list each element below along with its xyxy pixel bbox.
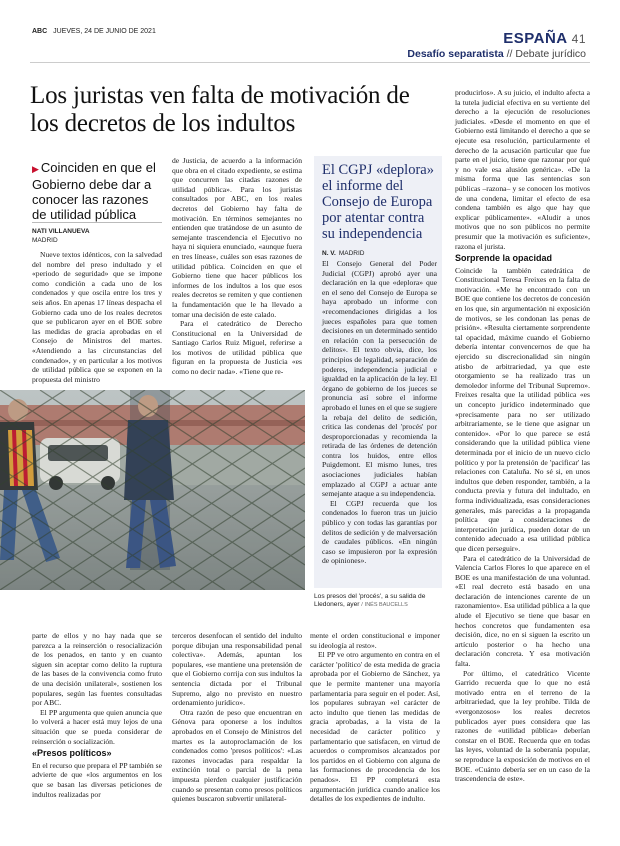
section-subheading: Sorprende la opacidad — [455, 253, 553, 264]
paragraph: Para el catedrático de la Universidad de Valencia Carlos Flores lo que aparece en el BOE es una manifestación de una voluntad. «El real decreto está basado en una declaración de intenciones carente de un razonamiento». Esa utilidad pública a la que alude el Ejecutivo se tiene que basar en hechos concretos que fundamenten esa decisión, dice, no en si siguen la escrito un artículo posterior o ha hecho una declaración concreta. Y esa motivación falta. — [455, 553, 590, 669]
section-subheading: «Presos políticos» — [32, 748, 112, 759]
sidebar-author-place: MADRID — [338, 250, 365, 257]
paragraph: terceros desenfocan el sentido del indulto porque dibujan una responsabilidad penal colectiva». Además, apuntan los populares, «se mantiene una pretensión de que el Gobierno corrija con sus indultos la sentencia dictada por el Tribunal Supremo, algo no previsto en nuestro ordenamiento jurídico». — [172, 631, 302, 708]
topic-main: Desafío separatista — [407, 48, 504, 60]
article-column-2-lower — [172, 631, 302, 804]
topic-sub: Debate jurídico — [515, 48, 586, 60]
article-column-1 — [32, 250, 162, 384]
page-header-left — [32, 28, 156, 35]
header-rule — [30, 62, 590, 63]
publication-date: JUEVES, 24 DE JUNIO DE 2021 — [53, 28, 156, 35]
paragraph: El PP ve otro argumento en contra en el carácter 'político' de esta medida de gracia aprobada por el Gobierno de Sánchez, ya que le permite mantener una mayoría parlamentaria para seguir en el poder. Así, los populares subrayan «el carácter de acto indulto que tienen las medidas de gracia aprobadas, a la vista de la necesidad de carácter político y parlamentario que satisfacen, en virtud de acuerdos o compromisos alcanzados por los partidos en el Gobierno con alguna de las formaciones de procedencia de los penados». El PP completará esta argumentación jurídica cuando analice los detalles de los expedientes de indulto. — [310, 650, 440, 804]
sidebar-body — [322, 259, 437, 566]
paragraph: parte de ellos y no hay nada que se parezca a la reinserción o resocialización de los penados, en tanto y en cuanto siguen sin aceptar como delito la ruptura de las bases de la convivencia como fruto de una decisión unilateral», sostienen los populares, según las fuentes consultadas por ABC. — [32, 631, 162, 708]
paragraph: Coincide la también catedrática de Constitucional Teresa Freixes en la falta de motivación. «Me he encontrado con un BOE que contiene los decretos de concesión en los que, sin argumentación ni exposición de motivos, se les condonan las penas de prisión». «Resulta ciertamente sorprendente tal opacidad, máxime cuando el Gobierno debería intentar convencernos de que ha ejercido su discrecionalidad sin ningún atisbo de arbitrariedad, ya que este otorgamiento se ha realizado tras un demoledor informe del Tribunal Supremo». Freixes resalta que la utilidad pública «es un concepto jurídico indeterminado que «precisamente para no ser utilizado arbitrariamente, se le tiene que asignar un contenido». «Por lo que parece se está considerando que la utilidad pública viene determinada por el inicio de un nuevo ciclo político y por la pretensión de 'pacificar' las relaciones con Cataluña. No sé si, en unos indultos que deben responder, también, a la conducta previa y futura del indultado, en forma individualizada, esas consideraciones generales, más parecidas a la propaganda política que a consideraciones de interpretación jurídica, pueden dotar de un contenido adecuado a esa utilidad pública que dicen perseguir». — [455, 265, 590, 553]
paragraph: Por último, el catedrático Vicente Garrido recuerda que lo que no está motivado entra en el terreno de la arbitrariedad, que la ley prohíbe. Tilda de «vergonzosos» los reales decretos publicados ayer pues considera que las razones de «utilidad pública» deberían constar en el BOE. Recuerda que en todas las leyes, voluntad de la soberanía popular, se reproduce la exposición de motivos en el BOE. «Cuánto debería ser en un caso de la trascendencia de este». — [455, 668, 590, 784]
brand-name: ABC — [32, 28, 48, 35]
article-subhead — [32, 160, 162, 222]
sidebar-title: El CGPJ «deplora» el informe del Consejo de Europa por atentar contra su independencia — [322, 162, 434, 242]
sidebar-author — [322, 250, 437, 257]
article-column-3-lower — [310, 631, 440, 804]
paragraph: Para el catedrático de Derecho Constitucional en la Universidad de Santiago Carlos Ruiz Miguel, referirse a los motivos de utilidad pública que figuran en la propuesta de Justicia «es como no decir nada». «Tiene que re- — [172, 319, 302, 377]
section-label — [503, 30, 586, 47]
topic-separator: // — [503, 48, 516, 60]
news-photo — [0, 390, 305, 590]
photo-caption-text: Los presos del 'procés', a su salida de Lledoners, ayer — [314, 593, 426, 609]
article-column-2 — [172, 156, 302, 377]
page-number: 41 — [571, 32, 586, 46]
photo-illustration — [0, 390, 305, 590]
paragraph: Nueve textos idénticos, con la salvedad del nombre del preso indultado y el «periodo de seguridad» que se impone como condición a cada uno de los condenados y que oscila entre los tres y seis años. En apenas 17 líneas despacha el Gobierno cada uno de los reales decretos que se publicaron ayer en el BOE sobre las medidas de gracia aprobadas en el Consejo de Ministros del martes. «Atendiendo a las circunstancias del condenado», y en particular a los motivos de utilidad pública que se exponen en la propuesta del ministro — [32, 250, 162, 384]
paragraph: El PP argumenta que quien anuncia que lo volverá a hacer está muy lejos de una situación que se pueda considerar de reinserción o socialización. — [32, 707, 162, 746]
article-column-4 — [455, 88, 590, 784]
subhead-text: Coinciden en que el Gobierno debe dar a conocer las razones de utilidad pública — [32, 160, 156, 222]
sidebar-author-initials: N. V. — [322, 250, 336, 257]
sidebar-box — [314, 156, 442, 588]
paragraph: producirlos». A su juicio, el indulto afecta a la tutela judicial efectiva en su vertiente del derecho a la ejecución de resoluciones judiciales. «Desde el momento en que el Gobierno está limitando el derecho a que se ejecute esa resolución, particularmente el derecho de la acusación particular que fue parte en el juicio, tiene que razonar por qué y no vale esa alusión genérica». «De la misma forma que las sentencias son públicas –razona– y se conocen los motivos de una condena, limitar el efecto de esa condena también es algo que hay que explicar públicamente». «Aludir a unos motivos que no son públicos no permite presumir que la motivación es suficiente», razona el jurista. — [455, 88, 590, 251]
paragraph: mente el orden constitucional e imponer su ideología al resto». — [310, 631, 440, 650]
paragraph: El CGPJ recuerda que los condenados lo fueron tras un juicio público y con todas las garantías por delitos de sedición y de malversación de caudales públicos. «En ningún caso se impusieron por la expresión de opiniones». — [322, 498, 437, 566]
paragraph: En el recurso que prepara el PP también se advierte de que «los argumentos en los que se basan las diversas peticiones de indultos realizadas por — [32, 760, 162, 799]
photo-caption — [314, 593, 442, 609]
section-name: ESPAÑA — [503, 30, 568, 47]
subhead-arrow-icon: ▶ — [32, 164, 39, 174]
article-headline: Los juristas ven falta de motivación de los decretos de los indultos — [30, 82, 410, 137]
paragraph: El Consejo General del Poder Judicial (CGPJ) aprobó ayer una declaración en la que «deplora» que en el seno del Consejo de Europa se haya aprobado un informe con «recomendaciones dirigidas a los jueces españoles para que tomen decisiones en un determinado sentido en relación con la persecución de delitos». El texto obvia, dice, los principios de legalidad, separación de poderes, independencia judicial e igualdad en la aplicación de la ley. El órgano de gobierno de los jueces se pronuncia así sobre el informe aprobado el lunes en el que se sugiere la rebaja del delito de sedición, critica las condenas del 'procés' por desproporcionadas y recomienda la retirada de las órdenes de detención contra los huidos, entre ellos Puigdemont. El mismo lunes, tres asociaciones judiciales habían emplazado al CGPJ a actuar ante semejante ataque a su independencia. — [322, 259, 437, 499]
photo-credit: INÉS BAUCELLS — [364, 602, 408, 609]
article-column-1-lower — [32, 631, 162, 799]
article-byline: NATI VILLANUEVA — [32, 228, 90, 235]
article-place: MADRID — [32, 237, 58, 244]
paragraph: Otra razón de peso que encuentran en Génova para oponerse a los indultos aprobados en el Consejo de Ministros del martes es la autoproclamación de los condenados como 'presos políticos': «Las razones invocadas para respaldar la extinción total o parcial de la pena impuesta pierden cualquier justificación cuando se presentan como presos políticos quienes buscaron subvertir unilateral- — [172, 707, 302, 804]
byline-rule — [32, 222, 162, 223]
paragraph: de Justicia, de acuerdo a la información que obra en el citado expediente, se estima que concurren las citadas razones de utilidad pública». Para los juristas consultados por ABC, en los reales decretos del Gobierno hay falta de motivación. En términos semejantes no entienden que tratándose de un asunto de semejante trascendencia el Ejecutivo no haya ni siquiera enunciado, «aunque fuera en tres líneas», cuáles son esas razones de utilidad pública. Coinciden en que el Gobierno tiene que hacer públicos los informes de los indultos a los que esos reales decretos se remiten y que contienen la fundamentación que le ha llevado a tomar una decisión de este calado. — [172, 156, 302, 319]
photo-credit-icon: / — [361, 602, 363, 609]
topic-line — [407, 48, 586, 60]
